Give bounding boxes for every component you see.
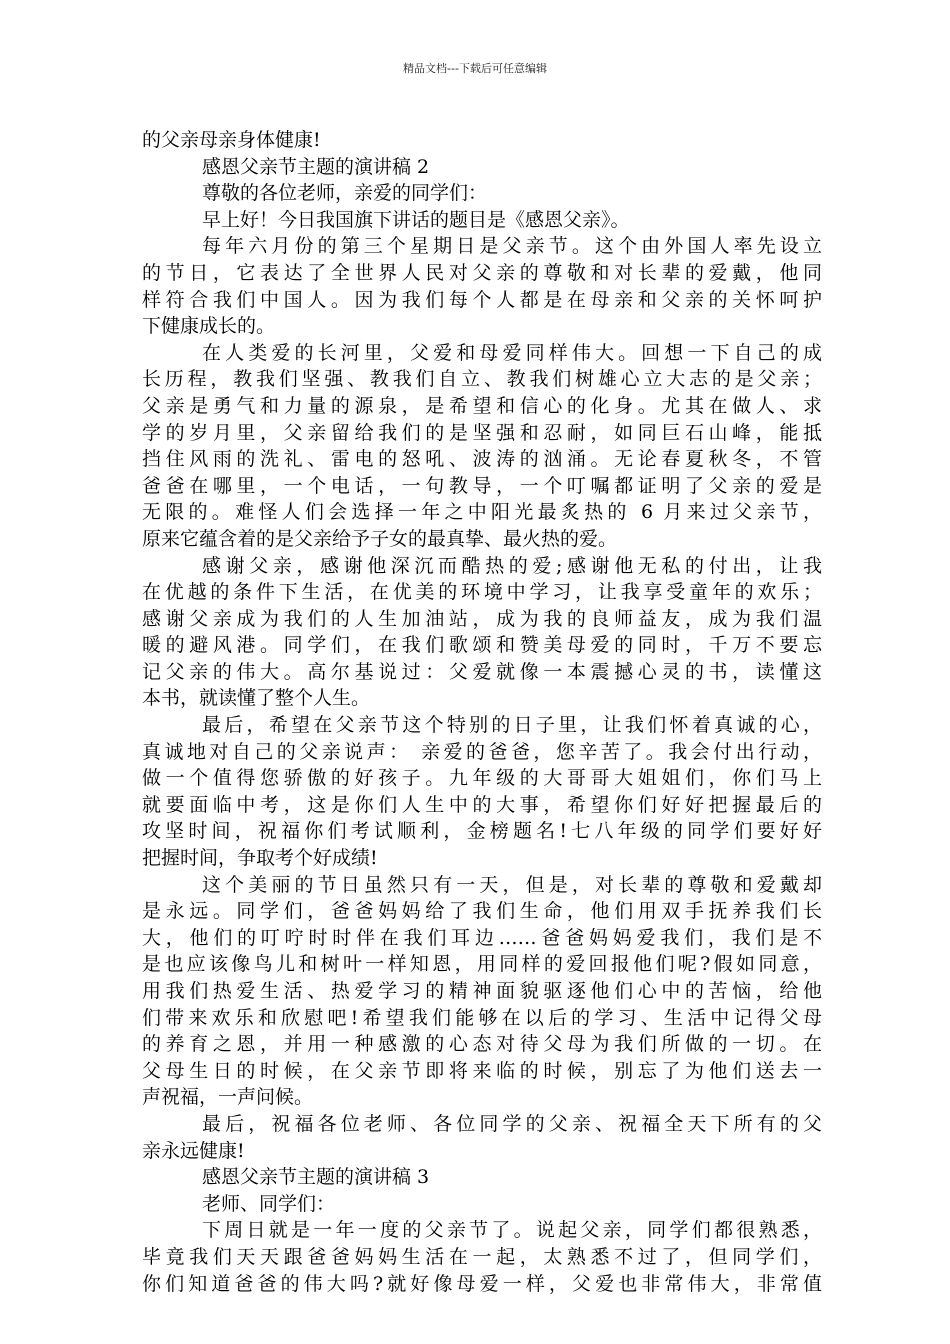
- text-line: 下周日就是一年一度的父亲节了。说起父亲，同学们都很熟悉，: [202, 1219, 822, 1242]
- text-line: 早上好！今日我国旗下讲话的题目是《感恩父亲》。: [202, 208, 630, 231]
- text-line: 在人类爱的长河里，父爱和母爱同样伟大。回想一下自己的成: [202, 341, 822, 364]
- text-line: 大，他们的叮咛时时伴在我们耳边……爸爸妈妈爱我们，我们是不: [142, 926, 822, 949]
- text-line: 本书，就读懂了整个人生。: [142, 687, 371, 710]
- text-line: 做一个值得您骄傲的好孩子。九年级的大哥哥大姐姐们，你们马上: [142, 767, 822, 790]
- text-line: 攻坚时间，祝福你们考试顺利，金榜题名!七八年级的同学们要好好: [142, 820, 822, 843]
- text-line: 把握时间，争取考个好成绩!: [142, 847, 378, 870]
- text-line: 父亲是勇气和力量的源泉，是希望和信心的化身。尤其在做人、求: [142, 394, 822, 417]
- text-line: 的养育之恩，并用一种感激的心态对待父母为我们所做的一切。在: [142, 1033, 822, 1056]
- text-line: 尊敬的各位老师，亲爱的同学们：: [202, 182, 488, 205]
- body-text: [142, 127, 822, 1297]
- text-line: 就要面临中考，这是你们人生中的大事，希望你们好好把握最后的: [142, 793, 822, 816]
- text-line: 感恩父亲节主题的演讲稿 3: [202, 1166, 430, 1189]
- text-line: 的父亲母亲身体健康!: [142, 129, 321, 151]
- text-line: 长历程，教我们坚强、教我们自立、教我们树雄心立大志的是父亲；: [142, 368, 822, 391]
- text-line: 感谢父亲，感谢他深沉而酷热的爱;感谢他无私的付出，让我: [202, 554, 822, 577]
- text-line: 每年六月份的第三个星期日是父亲节。这个由外国人率先设立: [202, 235, 822, 258]
- text-line: 亲永远健康!: [142, 1139, 245, 1162]
- text-line: 感恩父亲节主题的演讲稿 2: [202, 155, 430, 178]
- text-line: 是也应该像鸟儿和树叶一样知恩，用同样的爱回报他们呢?假如同意，: [142, 953, 822, 976]
- text-line: 最后，祝福各位老师、各位同学的父亲、祝福全天下所有的父: [202, 1112, 822, 1135]
- text-line: 真诚地对自己的父亲说声： 亲爱的爸爸，您辛苦了。我会付出行动，: [142, 740, 822, 763]
- text-line: 最后，希望在父亲节这个特别的日子里，让我们怀着真诚的心，: [202, 714, 822, 737]
- text-line: 暖的避风港。同学们，在我们歌颂和赞美母爱的同时，千万不要忘: [142, 634, 822, 657]
- text-line: 样符合我们中国人。因为我们每个人都是在母亲和父亲的关怀呵护: [142, 288, 822, 311]
- text-line: 无限的。难怪人们会选择一年之中阳光最炙热的 6 月来过父亲节，: [142, 501, 822, 524]
- text-line: 感谢父亲成为我们的人生加油站，成为我的良师益友，成为我们温: [142, 607, 822, 630]
- text-line: 挡住风雨的洗礼、雷电的怒吼、波涛的汹涌。无论春夏秋冬，不管: [142, 448, 822, 471]
- text-line: 的节日，它表达了全世界人民对父亲的尊敬和对长辈的爱戴，他同: [142, 261, 822, 284]
- text-line: 这个美丽的节日虽然只有一天，但是，对长辈的尊敬和爱戴却: [202, 873, 822, 896]
- text-line: 父母生日的时候，在父亲节即将来临的时候，别忘了为他们送去一: [142, 1059, 822, 1082]
- text-line: 爸爸在哪里，一个电话，一句教导，一个叮嘱都证明了父亲的爱是: [142, 474, 822, 497]
- text-line: 们带来欢乐和欣慰吧!希望我们能够在以后的学习、生活中记得父母: [142, 1006, 822, 1029]
- text-line: 用我们热爱生活、热爱学习的精神面貌驱逐他们心中的苦恼，给他: [142, 980, 822, 1002]
- text-line: 原来它蕴含着的是父亲给予子女的最真挚、最火热的爱。: [142, 527, 618, 550]
- text-line: 学的岁月里，父亲留给我们的是坚强和忍耐，如同巨石山峰，能抵: [142, 421, 822, 444]
- text-line: 老师、同学们：: [202, 1192, 336, 1215]
- text-line: 毕竟我们天天跟爸爸妈妈生活在一起，太熟悉不过了，但同学们，: [142, 1245, 822, 1268]
- text-line: 是永远。同学们，爸爸妈妈给了我们生命，他们用双手抚养我们长: [142, 900, 822, 923]
- page-header: 精品文档---下载后可任意编辑: [403, 62, 547, 75]
- text-line: 下健康成长的。: [142, 315, 276, 338]
- text-line: 声祝福，一声问候。: [142, 1086, 314, 1109]
- text-line: 在优越的条件下生活，在优美的环境中学习，让我享受童年的欢乐；: [142, 581, 822, 604]
- text-line: 记父亲的伟大。高尔基说过：父爱就像一本震撼心灵的书，读懂这: [142, 660, 822, 683]
- text-line: 你们知道爸爸的伟大吗?就好像母爱一样，父爱也非常伟大，非常值: [142, 1272, 822, 1295]
